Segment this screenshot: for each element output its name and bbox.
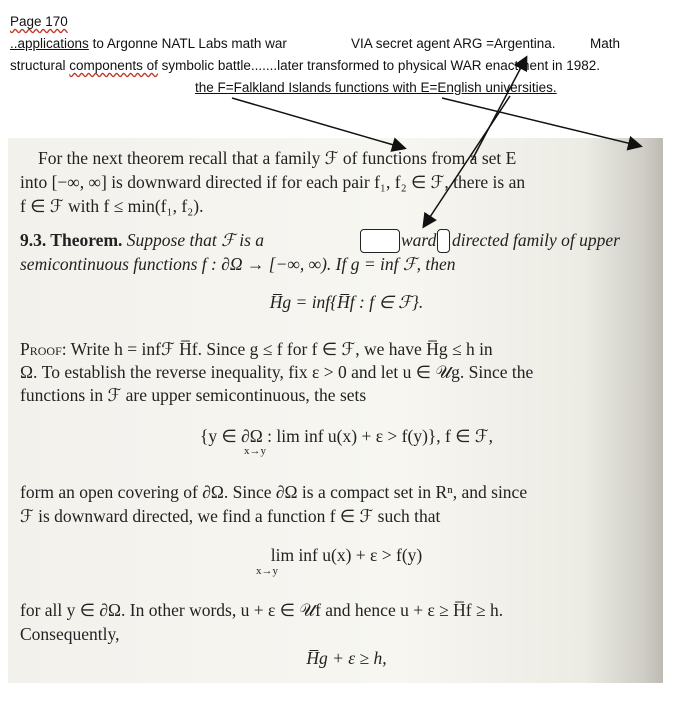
- para1-line3: f ∈ ℱ with f ≤ min(f₁, f₂).: [20, 196, 204, 216]
- arrow-to-ARG: [472, 58, 526, 160]
- theorem-word-ward: ward: [401, 230, 437, 250]
- arrow-F-to-family: [232, 98, 404, 148]
- annotation-line-1-agent: VIA secret agent ARG =Argentina.: [351, 36, 556, 51]
- annotation-line-1-math: Math: [590, 36, 621, 51]
- annotation-line-2: structural components of symbolic battle.......later transformed to physical WAR enactment in 1982.: [10, 58, 601, 73]
- theorem-line2: semicontinuous functions f : ∂Ω → [−∞, ∞). If g = inf ℱ, then: [20, 254, 456, 274]
- annotation-word-applications: ..applications: [10, 36, 89, 51]
- proof-line4: form an open covering of ∂Ω. Since ∂Ω is a compact set in Rⁿ, and since: [20, 482, 528, 502]
- page-label: Page 170: [10, 14, 68, 29]
- proof-line1: Proof: Write h = infℱ H̅f. Since g ≤ f for f ∈ ℱ, we have H̅g ≤ h in: [20, 339, 493, 359]
- equation-1: H̅g = inf{H̅f : f ∈ ℱ}.: [269, 292, 424, 312]
- annotation-word-components: components of: [69, 58, 158, 73]
- annotation-line-3: the F=Falkland Islands functions with E=English universities.: [195, 80, 557, 95]
- proof-line7: Consequently,: [20, 624, 120, 644]
- proof-line2: Ω. To establish the reverse inequality, fix ε > 0 and let u ∈ 𝒰g. Since the: [20, 362, 534, 382]
- proof-label: Proof:: [20, 339, 67, 359]
- equation-4: H̅g + ε ≥ h,: [306, 648, 387, 668]
- equation-2: {y ∈ ∂Ω : lim inf u(x) + ε > f(y)}, f ∈ ℱ,: [199, 426, 493, 446]
- equation-3-subscript: x→y: [256, 565, 278, 577]
- proof-line3: functions in ℱ are upper semicontinuous, the sets: [20, 385, 367, 405]
- proof-line6: for all y ∈ ∂Ω. In other words, u + ε ∈ 𝒰f and hence u + ε ≥ H̅f ≥ h.: [20, 600, 504, 620]
- arrow-E-to-set: [442, 98, 640, 146]
- annotation-line-1: ..applications to Argonne NATL Labs math war: [10, 36, 287, 51]
- equation-3: lim inf u(x) + ε > f(y): [270, 545, 423, 565]
- theorem-line1-end: directed family of upper: [452, 230, 620, 250]
- arrow-to-redaction: [424, 96, 510, 226]
- theorem-line1: 9.3. Theorem. Suppose that ℱ is a: [20, 230, 265, 250]
- proof-line5: ℱ is downward directed, we find a function f ∈ ℱ such that: [20, 506, 441, 526]
- equation-2-subscript: x→y: [244, 445, 266, 457]
- para1-line2: into [−∞, ∞] is downward directed if for each pair f₁, f₂ ∈ ℱ, there is an: [20, 172, 526, 192]
- theorem-label: 9.3. Theorem.: [20, 230, 123, 250]
- para1-line1: For the next theorem recall that a family ℱ of functions from a set E: [38, 148, 517, 168]
